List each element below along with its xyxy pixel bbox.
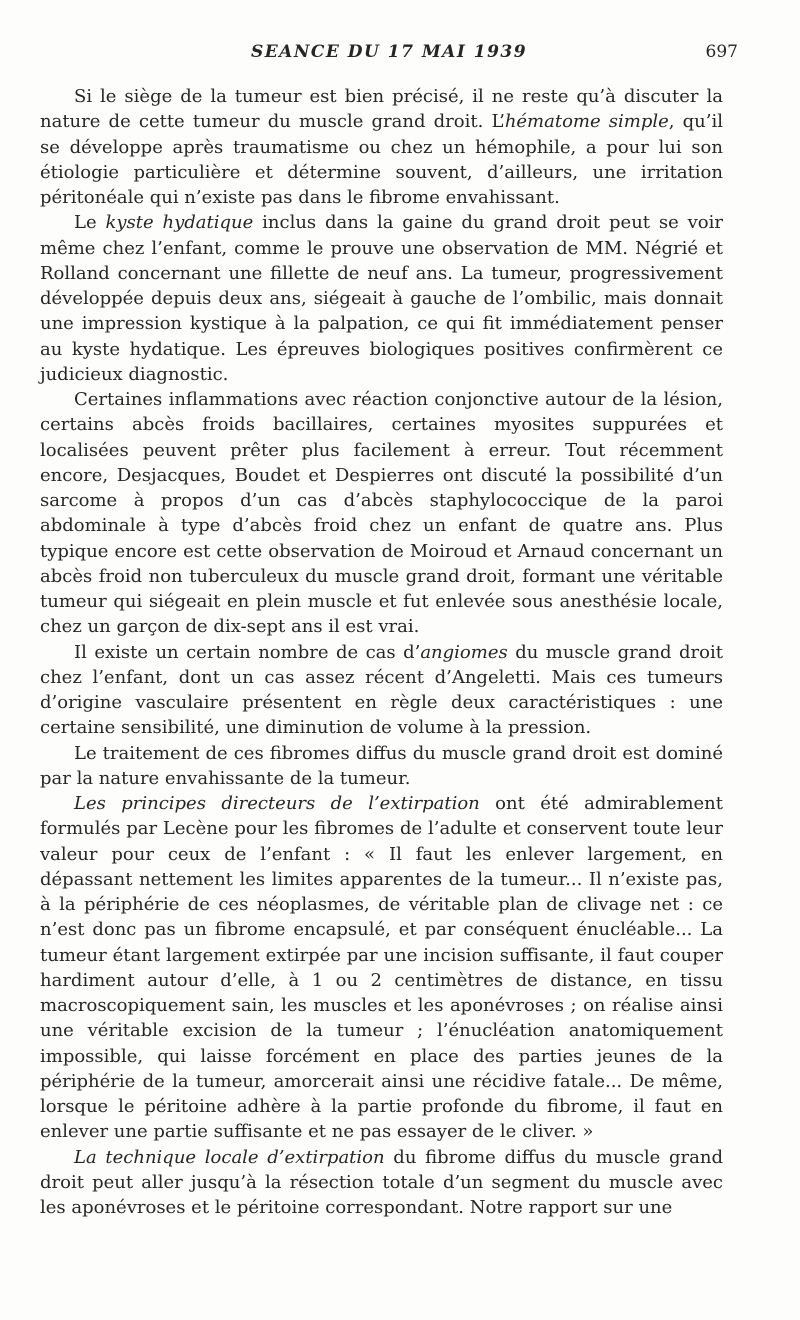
paragraph: Le traitement de ces fibromes diffus du muscle grand droit est dominé par la nature envahissante de la tumeur. — [40, 742, 723, 789]
paragraph: Certaines inflammations avec réaction conjonctive autour de la lésion, certains abcès froids bacillaires, certaines myosites suppurées et localisées peuvent prêter plus facilement à erreur. Tout récemment encore, Desjacques, Boudet et Despierres ont discuté la possibilité d’un sarcome à propos d’un cas d’abcès staphylococcique de la paroi abdominale à type d’abcès froid chez un enfant de quatre ans. Plus typique encore est cette observation de Moiroud et Arnaud concernant un abcès froid non tuberculeux du muscle grand droit, formant une véritable tumeur qui siégeait en plein muscle et fut enlevée sous anesthésie locale, chez un garçon de dix-sept ans il est vrai. — [40, 389, 723, 638]
paragraph: La technique locale d’extirpation du fibrome diffus du muscle grand droit peut aller jusqu’à la résection totale d’un segment du muscle avec les aponévroses et le péritoine correspondant. Notre rapport sur une — [40, 1146, 723, 1218]
paragraph: Les principes directeurs de l’extirpation ont été admirablement formulés par Lecène pour les fibromes de l’adulte et conservent toute leur valeur pour ceux de l’enfant : « Il faut les enlever largement, en dépassant nettement les limites apparentes de la tumeur... Il n’existe pas, à la périphérie de ces néoplasmes, de véritable plan de clivage net : ce n’est donc pas un fibrome encapsulé, et par conséquent énucléable... La tumeur étant largement extirpée par une incision suffisante, il faut couper hardiment autour d’elle, à 1 ou 2 centimètres de distance, en tissu macroscopiquement sain, les muscles et les aponévroses ; on réalise ainsi une véritable excision de la tumeur ; l’énucléation anatomiquement impossible, qui laisse forcément en place des parties jeunes de la périphérie de la tumeur, amorcerait ainsi une récidive fatale... De même, lorsque le péritoine adhère à la partie profonde du fibrome, il faut en enlever une partie suffisante et ne pas essayer de le cliver. » — [40, 793, 724, 1143]
paragraph: Si le siège de la tumeur est bien précisé, il ne reste qu’à discuter la nature de cette tumeur du muscle grand droit. L’hématome simple, qu’il se développe après traumatisme ou chez un hémophile, a pour lui son étiologie particulière et détermine souvent, d’ailleurs, une irritation péritonéale qui n’existe pas dans le fibrome envahissant. — [40, 86, 724, 208]
paragraph: Le kyste hydatique inclus dans la gaine du grand droit peut se voir même chez l’enfant, comme le prouve une observation de MM. Négrié et Rolland concernant une fillette de neuf ans. La tumeur, progressivement développée depuis deux ans, siégeait à gauche de l’ombilic, mais donnait une impression kystique à la palpation, ce qui fit immédiatement penser au kyste hydatique. Les épreuves biologiques positives confirmèrent ce judicieux diagnostic. — [40, 212, 723, 385]
paragraph: Il existe un certain nombre de cas d’angiomes du muscle grand droit chez l’enfant, dont un cas assez récent d’Angeletti. Mais ces tumeurs d’origine vasculaire présentent en règle deux caractéristiques : une certaine sensibilité, une diminution de volume à la pression. — [40, 641, 723, 739]
body-text — [40, 84, 723, 1220]
page-header — [40, 42, 738, 66]
page-number: 697 — [705, 42, 738, 62]
running-title: SEANCE DU 17 MAI 1939 — [250, 42, 528, 62]
